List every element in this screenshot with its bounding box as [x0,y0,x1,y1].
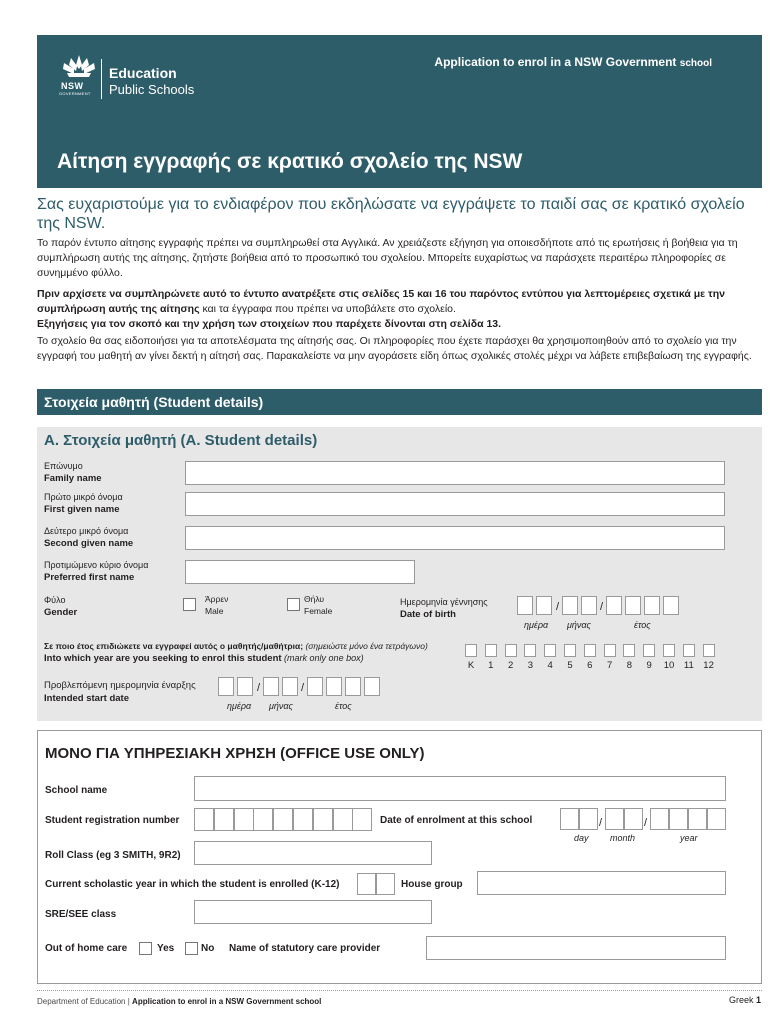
srn-box-9[interactable] [352,808,372,831]
preferred-name-label: Προτιμώμενο κύριο όνομα Preferred first name [44,560,149,583]
start-date-label: Προβλεπόμενη ημερομηνία έναρξης Intended start date [44,680,196,704]
enrol-year-label: Σε ποιο έτος επιδιώκετε να εγγραφεί αυτός ο μαθητής/μαθήτρια; (σημειώστε μόνο ένα τετράγωνο) Into which year are you seeking to enrol this student (mark only one box) [44,641,428,664]
page-number: Greek 1 [728,995,761,1005]
logo-government-text: GOVERNMENT [59,91,91,96]
enrol-year-label-1: 1 [488,660,494,671]
enrol-year-checkbox-5[interactable] [564,644,576,657]
sre-see-label: SRE/SEE class [45,909,117,920]
footer-divider [37,990,762,991]
enrol-year-label-11: 11 [683,660,694,671]
doe-year-box-4[interactable] [707,808,726,830]
doe-day-box-1[interactable] [560,808,579,830]
female-label: Θήλυ Female [304,594,333,616]
second-name-label: Δεύτερο μικρό όνομα Second given name [44,526,134,549]
start-month-box-2[interactable] [282,677,298,696]
enrol-year-checkbox-10[interactable] [663,644,675,657]
family-name-label: Επώνυμο Family name [44,461,102,484]
enrol-year-checkbox-3[interactable] [524,644,536,657]
doe-month-box-2[interactable] [624,808,643,830]
enrol-year-checkbox-9[interactable] [643,644,655,657]
logo-divider [101,59,102,99]
dob-month-box-1[interactable] [562,596,578,615]
srn-box-7[interactable] [313,808,333,831]
enrol-year-checkbox-2[interactable] [505,644,517,657]
student-details-title: A. Στοιχεία μαθητή (A. Student details) [44,432,318,449]
enrol-year-label-12: 12 [703,660,714,671]
dob-year-box-2[interactable] [625,596,641,615]
start-day-box-2[interactable] [237,677,253,696]
doe-year-caption: year [680,833,698,843]
srn-box-3[interactable] [234,808,254,831]
logo-education-text: Education [109,65,177,81]
scholastic-year-box-1[interactable] [357,873,376,895]
family-name-field[interactable] [185,461,725,485]
doe-day-box-2[interactable] [579,808,598,830]
srn-label: Student registration number [45,815,180,826]
header-banner [37,35,762,188]
enrol-year-checkbox-4[interactable] [544,644,556,657]
enrol-year-label-9: 9 [646,660,652,671]
second-name-field[interactable] [185,526,725,550]
doe-year-box-2[interactable] [669,808,688,830]
srn-box-2[interactable] [214,808,234,831]
start-month-caption: μήνας [269,701,293,711]
start-year-box-1[interactable] [307,677,323,696]
doe-slash-1: / [599,817,603,829]
ooh-no-checkbox[interactable] [185,942,198,955]
start-year-box-3[interactable] [345,677,361,696]
enrol-year-options [465,644,725,676]
srn-boxes [194,808,374,831]
enrol-year-label-6: 6 [587,660,593,671]
enrol-year-checkbox-12[interactable] [703,644,715,657]
waratah-icon [59,53,99,81]
page-title: Αίτηση εγγραφής σε κρατικό σχολείο της NSW [57,150,523,173]
office-use-panel [37,730,762,984]
enrol-year-label-2: 2 [507,660,514,671]
dob-year-box-4[interactable] [663,596,679,615]
start-slash-1: / [257,682,261,694]
house-group-label: House group [401,879,463,890]
male-label: Άρρεν Male [205,594,229,616]
scholastic-year-box-2[interactable] [376,873,395,895]
intro-notification: Το σχολείο θα σας ειδοποιήσει για τα αποτελέσματα της αίτησής σας. Οι πληροφορίες που έχετε παράσχει θα χρησιμοποιηθούν από το σχολείο για την εγγραφή του μαθητή αν γίνει δεκτή η αίτησή σας. Παρακαλείστε να μην αγοράσετε είδη όπως σχολικές στολές μέχρι να λάβετε επιβεβαίωση της εγγραφής. [37,335,752,362]
male-checkbox[interactable] [183,598,196,611]
intro-heading: Σας ευχαριστούμε για το ενδιαφέρον που εκδηλώσατε να εγγράψετε το παιδί σας σε κρατικό σχολείο της NSW. [37,196,745,232]
intro-note: Πριν αρχίσετε να συμπληρώνετε αυτό το έντυπο ανατρέξετε στις σελίδες 15 και 16 του παρόντος εντύπου για λεπτομέρειες σχετικά με την συμπλήρωση αυτής της αίτησης και τα έγγραφα που πρέπει να υποβάλετε στο σχολείο. Εξηγήσεις για τον σκοπό και την χρήση των στοιχείων που παρέχετε δίνονται στη σελίδα 13. [37,288,725,330]
ooh-yes-label: Yes [157,943,175,954]
dob-day-caption: ημέρα [524,620,549,630]
dob-year-box-3[interactable] [644,596,660,615]
start-month-box-1[interactable] [263,677,279,696]
enrol-year-checkbox-6[interactable] [584,644,596,657]
dob-day-box-1[interactable] [517,596,533,615]
enrol-year-label-3: 3 [527,660,534,671]
house-group-field[interactable] [477,871,726,895]
enrol-year-label-4: 4 [547,660,553,671]
enrol-year-label-10: 10 [663,660,675,671]
srn-box-6[interactable] [293,808,313,831]
start-day-caption: ημέρα [227,701,252,711]
srn-box-4[interactable] [253,808,273,831]
dob-year-box-1[interactable] [606,596,622,615]
header-app-title: Application to enrol in a NSW Government school [434,55,712,69]
school-name-label: School name [45,785,108,796]
roll-class-label: Roll Class (eg 3 SMITH, 9R2) [45,850,181,861]
enrol-year-checkbox-k[interactable] [465,644,477,657]
out-of-home-care-label: Out of home care [45,943,128,954]
dob-slash-1: / [556,601,560,613]
enrol-year-checkbox-1[interactable] [485,644,497,657]
student-details-panel [37,427,762,721]
care-provider-field[interactable] [426,936,726,960]
ooh-no-label: No [201,943,215,954]
care-provider-label: Name of statutory care provider [229,943,381,954]
doe-month-box-1[interactable] [605,808,624,830]
dob-slash-2: / [600,601,604,613]
enrol-year-label-7: 7 [606,660,613,671]
enrol-year-label-5: 5 [567,660,573,671]
doe-slash-2: / [644,817,648,829]
dob-label: Ημερομηνία γέννησης Date of birth [400,597,488,620]
start-day-box-1[interactable] [218,677,234,696]
enrol-year-checkbox-11[interactable] [683,644,695,657]
first-name-field[interactable] [185,492,725,516]
dob-month-box-2[interactable] [581,596,597,615]
srn-box-1[interactable] [194,808,214,831]
doe-year-box-3[interactable] [688,808,707,830]
section-band: Στοιχεία μαθητή (Student details) [37,389,762,415]
female-checkbox[interactable] [287,598,300,611]
doe-month-caption: month [610,833,636,843]
roll-class-field[interactable] [194,841,432,865]
dob-day-box-2[interactable] [536,596,552,615]
sre-see-field[interactable] [194,900,432,924]
srn-box-5[interactable] [273,808,293,831]
footer-text: Department of Education | Application to enrol in a NSW Government school [37,997,322,1006]
dob-year-caption: έτος [634,620,651,630]
doe-day-caption: day [574,833,589,843]
start-year-box-2[interactable] [326,677,342,696]
dob-month-caption: μήνας [567,620,591,630]
enrol-year-checkbox-8[interactable] [623,644,635,657]
school-name-field[interactable] [194,776,726,801]
doe-label: Date of enrolment at this school [380,815,533,826]
ooh-yes-checkbox[interactable] [139,942,152,955]
logo-public-schools-text: Public Schools [109,82,195,97]
start-year-caption: έτος [335,701,352,711]
scholastic-year-label: Current scholastic year in which the student is enrolled (K-12) [45,879,340,890]
nsw-education-logo [57,53,217,108]
start-year-box-4[interactable] [364,677,380,696]
gender-label: Φύλο Gender [44,595,78,618]
first-name-label: Πρώτο μικρό όνομα First given name [44,492,123,515]
office-use-title: ΜΟΝΟ ΓΙΑ ΥΠΗΡΕΣΙΑΚΗ ΧΡΗΣΗ (OFFICE USE ONLY) [45,745,425,762]
srn-box-8[interactable] [333,808,353,831]
intro-paragraph: Το παρόν έντυπο αίτησης εγγραφής πρέπει να συμπληρωθεί στα Αγγλικά. Αν χρειάζεστε εξήγηση για οποιεσδήποτε από τις ερωτήσεις ή βοήθεια για τη συμπλήρωση αυτής της αίτησης, ζητήστε βοήθεια από το προσωπικό του σχολείου. Μπορείτε ευχαρίστως να παράσχετε περαιτέρω πληροφορίες σε συνημμένο φύλλο. [37,237,738,279]
enrol-year-label-8: 8 [626,660,633,671]
doe-year-box-1[interactable] [650,808,669,830]
enrol-year-checkbox-7[interactable] [604,644,616,657]
enrol-year-label-k: K [467,660,475,671]
preferred-name-field[interactable] [185,560,415,584]
logo-nsw-text: NSW [61,81,84,91]
start-slash-2: / [301,682,305,694]
